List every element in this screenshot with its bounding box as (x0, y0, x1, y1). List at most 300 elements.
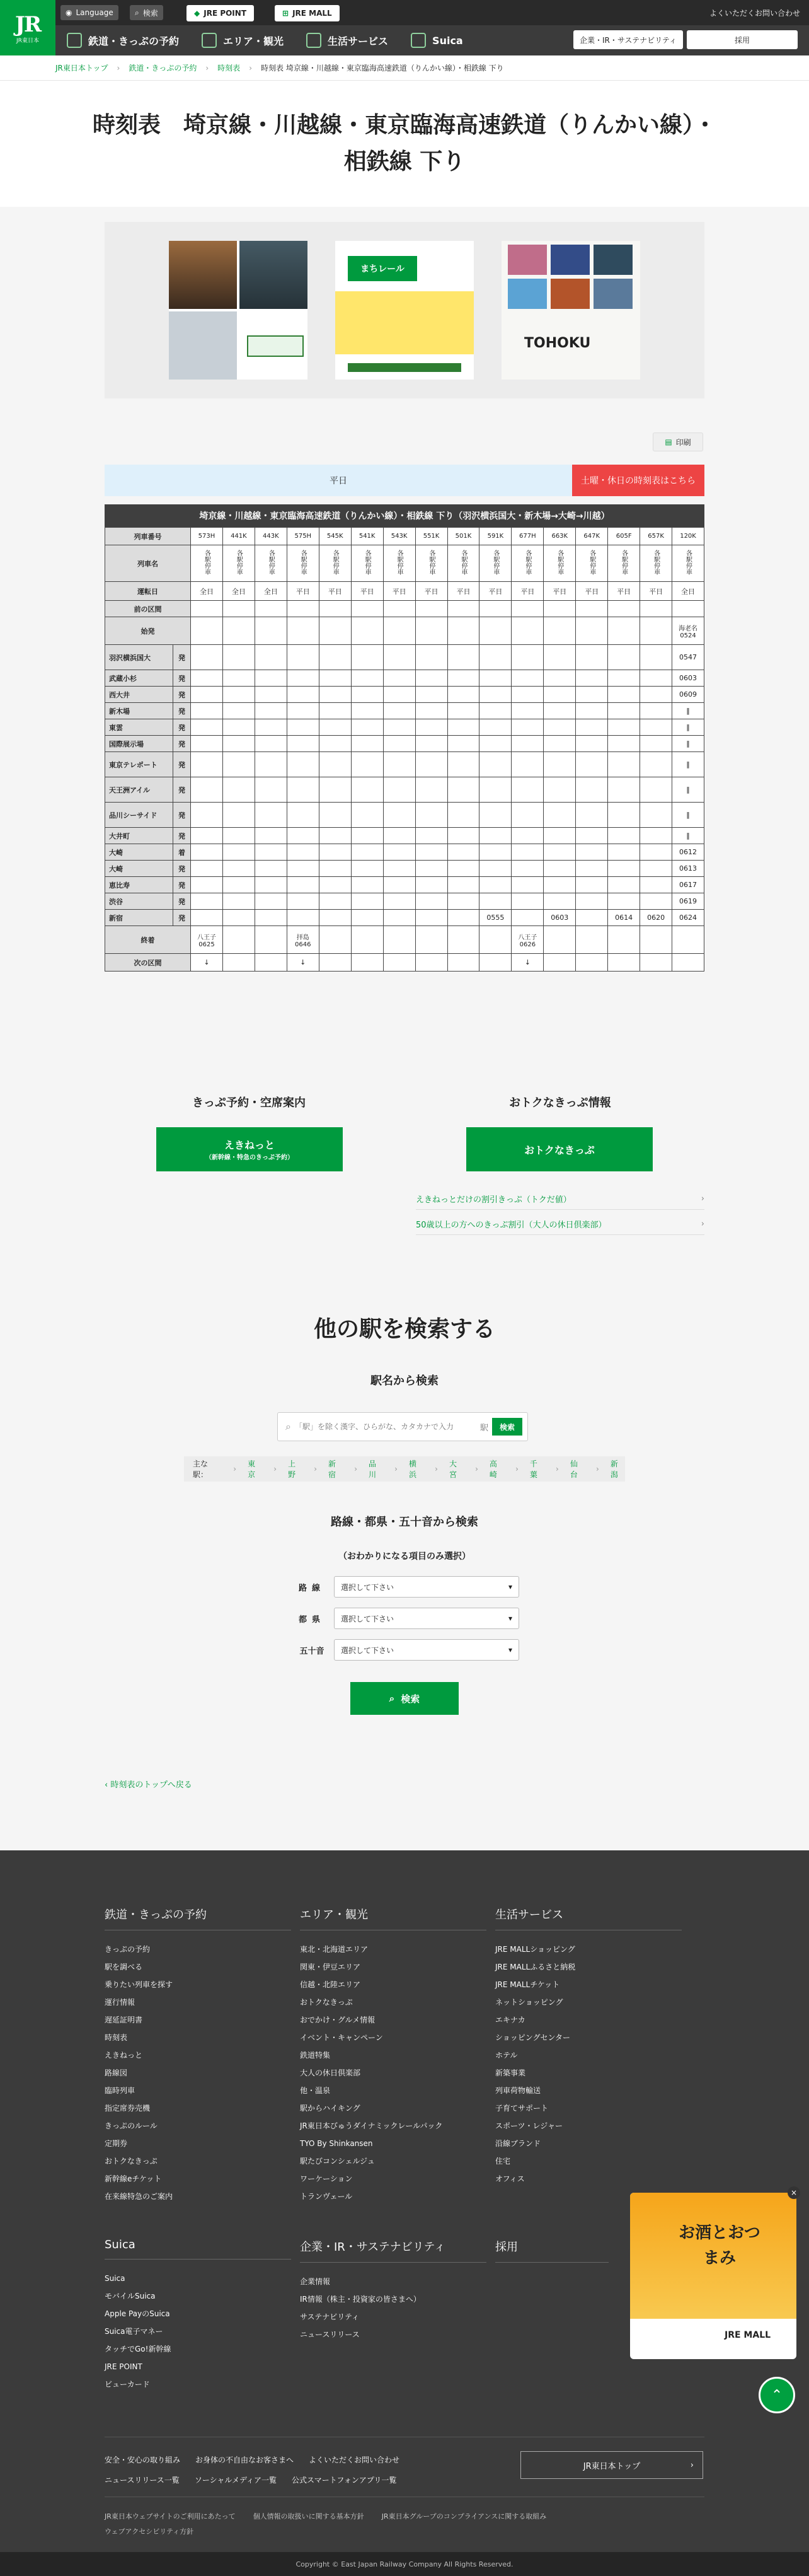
train-number: 591K (479, 528, 512, 545)
time-cell (447, 828, 479, 844)
time-cell (447, 670, 479, 687)
footer-link[interactable]: トランヴェール (300, 2192, 353, 2201)
next-section (544, 954, 576, 972)
station-row (105, 670, 704, 687)
time-cell (287, 703, 319, 719)
ekinet-button[interactable] (156, 1127, 343, 1171)
time-cell (479, 844, 512, 861)
footer-link[interactable]: ウェブアクセシビリティ方針 (105, 2527, 194, 2536)
main-station-link[interactable]: 仙台 (570, 1459, 578, 1479)
time-cell (191, 687, 223, 703)
time-cell (479, 670, 512, 687)
link-otona-label: 50歳以上の方へのきっぷ割引（大人の休日倶楽部） (416, 1221, 607, 1230)
time-cell (191, 877, 223, 893)
arr-dep: 発 (173, 645, 191, 670)
train-name (255, 545, 287, 582)
footer-col-suica (105, 2238, 291, 2393)
footer-link[interactable]: ソーシャルメディア一覧 (194, 2476, 277, 2485)
footer-link[interactable]: TYO By Shinkansen (300, 2139, 373, 2148)
time-cell: ‖ (672, 777, 704, 803)
back-label: 時刻表のトップへ戻る (110, 1780, 192, 1790)
operation-days: 平日 (383, 582, 415, 601)
operation-days: 全日 (255, 582, 287, 601)
footer-link[interactable]: モバイルSuica (105, 2292, 156, 2300)
train-name-text: 各駅停車 (235, 550, 243, 575)
prev-section (608, 601, 640, 617)
jre-mall-button[interactable] (275, 5, 340, 21)
main-station-link[interactable]: 千葉 (529, 1459, 537, 1479)
footer-col-recruit (495, 2238, 609, 2273)
link-otona[interactable] (416, 1214, 704, 1235)
line-select[interactable] (334, 1576, 519, 1598)
footer-link[interactable]: 駅を調べる (105, 1963, 143, 1971)
time-cell (255, 687, 287, 703)
origin-cell (319, 617, 351, 645)
footer-link[interactable]: おでかけ・グルメ情報 (300, 2016, 376, 2024)
time-cell (512, 670, 544, 687)
breadcrumb-current: 時刻表 埼京線・川越線・東京臨海高速鉄道（りんかい線）・相鉄線 下り (261, 64, 504, 73)
train-name (672, 545, 704, 582)
footer-link[interactable]: 駅たびコンシェルジュ (300, 2157, 375, 2166)
footer-link[interactable]: 安全・安心の取り組み (105, 2456, 181, 2464)
footer-link[interactable]: JRE MALLふるさと納税 (495, 1963, 576, 1971)
time-cell (319, 877, 351, 893)
footer-link[interactable]: きっぷの予約 (105, 1945, 151, 1954)
pref-select[interactable] (334, 1608, 519, 1629)
footer-link[interactable]: 新幹線eチケット (105, 2174, 162, 2183)
banner-tohoku[interactable] (502, 241, 640, 380)
footer-link[interactable]: JR東日本ウェブサイトのご利用にあたって (105, 2512, 236, 2521)
time-cell (351, 893, 383, 910)
time-cell (640, 719, 672, 736)
ad-close-icon[interactable]: × (788, 2186, 800, 2199)
main-station-link[interactable]: 大宮 (449, 1459, 457, 1479)
time-cell (319, 703, 351, 719)
line-select-label: 路線 (298, 1583, 325, 1593)
time-cell (512, 893, 544, 910)
time-cell (608, 777, 640, 803)
station-search-button[interactable]: 検索 (492, 1418, 522, 1436)
jre-top-button[interactable] (520, 2451, 703, 2479)
footer-link[interactable]: ビューカード (105, 2380, 150, 2389)
train-number: 543K (383, 528, 415, 545)
back-to-top-button[interactable] (759, 2377, 795, 2413)
dest-cell (255, 926, 287, 954)
copyright: Copyright © East Japan Railway Company All Rights Reserved. (0, 2552, 809, 2576)
banner-photo (594, 245, 633, 275)
time-cell (544, 736, 576, 752)
footer-col-heading: エリア・観光 (300, 1906, 486, 1930)
time-cell (512, 861, 544, 877)
banner-photo (169, 311, 237, 380)
time-cell (608, 803, 640, 828)
footer-link[interactable]: Apple PayのSuica (105, 2309, 170, 2318)
footer-link[interactable]: 住宅 (495, 2157, 511, 2166)
day-tabs (105, 465, 704, 496)
print-button[interactable] (653, 432, 703, 451)
prev-section (415, 601, 447, 617)
footer-link[interactable]: Suica (105, 2274, 125, 2283)
time-cell (255, 645, 287, 670)
time-cell (319, 645, 351, 670)
footer-link[interactable]: 信越・北陸エリア (300, 1980, 361, 1989)
footer-link[interactable]: JR東日本グループのコンプライアンスに関する取組み (381, 2512, 547, 2521)
footer-link[interactable]: エキナカ (495, 2016, 525, 2024)
main-station-link[interactable]: 新宿 (328, 1459, 336, 1479)
tab-weekday[interactable]: 平日 (105, 465, 572, 496)
time-cell (351, 719, 383, 736)
time-cell (640, 844, 672, 861)
prev-section (672, 601, 704, 617)
search-button[interactable] (130, 5, 163, 20)
train-name (544, 545, 576, 582)
footer-link[interactable]: 子育てサポート (495, 2104, 549, 2113)
back-to-timetable-link[interactable] (105, 1778, 192, 1790)
site-header (0, 0, 809, 55)
time-cell (479, 645, 512, 670)
time-cell (512, 803, 544, 828)
time-cell (383, 844, 415, 861)
footer-link[interactable]: 在来線特急のご案内 (105, 2192, 173, 2201)
banner-photo (508, 245, 547, 275)
footer-link[interactable]: ショッピングセンター (495, 2033, 571, 2042)
train-icon (67, 33, 82, 48)
line-select-row (290, 1576, 519, 1598)
time-cell (479, 752, 512, 777)
time-cell (544, 645, 576, 670)
footer-link[interactable]: 沿線ブランド (495, 2139, 541, 2148)
time-cell (319, 844, 351, 861)
time-cell (255, 719, 287, 736)
time-cell (640, 687, 672, 703)
row-label: 始発 (105, 617, 191, 645)
time-cell (512, 752, 544, 777)
arr-dep: 発 (173, 861, 191, 877)
dest-cell (608, 926, 640, 954)
footer-link[interactable]: よくいただくお問い合わせ (309, 2456, 400, 2464)
footer-link[interactable]: JRE MALLショッピング (495, 1945, 575, 1954)
time-cell (512, 719, 544, 736)
time-cell (544, 687, 576, 703)
tab-holiday[interactable]: 土曜・休日の時刻表はこちら (572, 465, 704, 496)
footer-link[interactable]: 定期券 (105, 2139, 128, 2148)
footer-link[interactable]: 他・温泉 (300, 2086, 331, 2095)
time-cell (319, 893, 351, 910)
pref-select-label: 都県 (298, 1615, 325, 1625)
time-cell (447, 719, 479, 736)
main-station-link[interactable]: 東京 (248, 1459, 256, 1479)
station-search-input[interactable] (291, 1422, 480, 1431)
train-number: 545K (319, 528, 351, 545)
kana-select[interactable] (334, 1639, 519, 1661)
chevron-right-icon: › (394, 1465, 398, 1473)
station-name: 恵比寿 (105, 877, 173, 893)
origin-cell (255, 617, 287, 645)
footer-link[interactable]: 個人情報の取扱いに関する基本方針 (253, 2512, 364, 2521)
banner-photo (594, 279, 633, 309)
time-cell (479, 803, 512, 828)
footer-link[interactable]: ワーケーション (300, 2174, 353, 2183)
time-cell (383, 645, 415, 670)
footer-link[interactable]: 遅延証明書 (105, 2016, 143, 2024)
station-name: 国際展示場 (105, 736, 173, 752)
time-cell (351, 828, 383, 844)
footer-link[interactable]: JR東日本びゅうダイナミックレールパック (300, 2121, 443, 2130)
footer-link[interactable]: 時刻表 (105, 2033, 128, 2042)
time-cell (608, 687, 640, 703)
station-name: 新木場 (105, 703, 173, 719)
time-cell (287, 877, 319, 893)
origin-cell (191, 617, 223, 645)
title-box (0, 81, 809, 207)
station-name: 品川シーサイド (105, 803, 173, 828)
main-station-link[interactable]: 上野 (288, 1459, 296, 1479)
dest-cell: 拝島 0646 (287, 926, 319, 954)
footer-link[interactable]: イベント・キャンペーン (300, 2033, 383, 2042)
dest-cell (479, 926, 512, 954)
breadcrumb-timetable[interactable]: 時刻表 (217, 64, 241, 73)
station-row (105, 752, 704, 777)
footer-link[interactable]: おトクなきっぷ (300, 1998, 353, 2007)
footer-col-heading: Suica (105, 2238, 291, 2260)
arrow-up-icon: ⌃ (771, 2387, 783, 2403)
kana-select-value: 選択して下さい (341, 1645, 394, 1655)
time-cell (255, 670, 287, 687)
search-by-line-heading: 路線・都県・五十音から検索 (331, 1516, 478, 1529)
next-section (672, 954, 704, 972)
time-cell (222, 861, 255, 877)
banner-machirail[interactable] (335, 241, 474, 380)
time-cell (287, 910, 319, 926)
time-cell (415, 828, 447, 844)
banner-photo (508, 279, 547, 309)
time-cell (544, 844, 576, 861)
station-search (277, 1412, 528, 1441)
jr-logo[interactable] (0, 0, 55, 55)
pref-select-value: 選択して下さい (341, 1614, 394, 1623)
recruit-link[interactable]: 採用 (687, 30, 798, 49)
arr-dep: 発 (173, 910, 191, 926)
next-section: ↓ (191, 954, 223, 972)
footer-link[interactable]: スポーツ・レジャー (495, 2121, 563, 2130)
deals-button[interactable] (466, 1127, 653, 1171)
time-cell (640, 703, 672, 719)
train-number: 647K (576, 528, 608, 545)
time-cell (544, 861, 576, 877)
time-cell (608, 703, 640, 719)
time-cell (512, 828, 544, 844)
time-cell (191, 828, 223, 844)
time-cell (415, 910, 447, 926)
time-cell: ‖ (672, 736, 704, 752)
time-cell (255, 844, 287, 861)
help-link[interactable]: よくいただくお問い合わせ (709, 9, 800, 18)
main-station-link[interactable]: 品川 (369, 1459, 377, 1479)
time-cell (222, 703, 255, 719)
footer-link[interactable]: サステナビリティ (300, 2312, 360, 2321)
footer-link[interactable]: きっぷのルール (105, 2121, 158, 2130)
footer-link[interactable]: おトクなきっぷ (105, 2157, 158, 2166)
footer-link[interactable]: 臨時列車 (105, 2086, 135, 2095)
time-cell (447, 687, 479, 703)
time-cell (191, 752, 223, 777)
footer-link[interactable]: ニュースリリース一覧 (105, 2476, 180, 2485)
nav-life[interactable] (295, 25, 399, 55)
floating-ad[interactable] (630, 2193, 796, 2359)
time-cell (544, 803, 576, 828)
footer-link[interactable]: JRE POINT (105, 2362, 142, 2371)
time-cell (383, 861, 415, 877)
jre-point-button[interactable] (186, 5, 254, 21)
time-cell (415, 687, 447, 703)
next-row (105, 954, 704, 972)
prev-section (512, 601, 544, 617)
footer-link[interactable]: 駅からハイキング (300, 2104, 360, 2113)
time-cell (287, 719, 319, 736)
link-tokudane-label: えきねっとだけの割引きっぷ（トクだ値） (416, 1195, 571, 1205)
arr-dep: 発 (173, 719, 191, 736)
time-cell (319, 719, 351, 736)
jre-point-icon: ◆ (194, 9, 200, 18)
time-cell (415, 844, 447, 861)
search-hint: （おわかりになる項目のみ選択） (338, 1552, 471, 1562)
banner-photo (551, 245, 590, 275)
dest-cell (351, 926, 383, 954)
breadcrumb-rail[interactable]: 鉄道・きっぷの予約 (129, 64, 197, 73)
origin-cell (287, 617, 319, 645)
time-cell (640, 893, 672, 910)
chevron-right-icon: › (249, 63, 252, 73)
link-tokudane[interactable] (416, 1188, 704, 1210)
train-name (608, 545, 640, 582)
station-row (105, 844, 704, 861)
footer-link[interactable]: IR情報（株主・投資家の皆さまへ） (300, 2295, 421, 2304)
footer-link[interactable]: 関東・伊豆エリア (300, 1963, 361, 1971)
footer-link[interactable]: 指定席券売機 (105, 2104, 151, 2113)
time-cell (191, 719, 223, 736)
time-cell (255, 828, 287, 844)
nav-area[interactable] (190, 25, 295, 55)
chevron-right-icon: › (354, 1465, 358, 1473)
train-number: 443K (255, 528, 287, 545)
line-search-button[interactable] (350, 1682, 459, 1715)
train-name-text: 各駅停車 (396, 550, 403, 575)
footer-link[interactable]: 鉄道特集 (300, 2051, 331, 2060)
ad-title: お酒とおつまみ (679, 2224, 760, 2268)
header-topline (55, 0, 809, 25)
footer-col-area (300, 1906, 486, 2205)
origin-cell (544, 617, 576, 645)
dest-cell (544, 926, 576, 954)
time-cell (608, 719, 640, 736)
time-cell (255, 803, 287, 828)
footer-link[interactable]: 東北・北海道エリア (300, 1945, 369, 1954)
station-name: 大井町 (105, 828, 173, 844)
time-cell (576, 861, 608, 877)
footer-link[interactable]: Suica電子マネー (105, 2327, 163, 2336)
time-cell (608, 645, 640, 670)
main-station-link[interactable]: 新潟 (610, 1459, 618, 1479)
footer-link[interactable]: 乗りたい列車を探す (105, 1980, 173, 1989)
origin-cell (447, 617, 479, 645)
time-cell (383, 670, 415, 687)
operation-days: 平日 (415, 582, 447, 601)
breadcrumb-top[interactable]: JR東日本トップ (55, 64, 108, 73)
time-cell (222, 777, 255, 803)
chevron-down-icon: ▾ (508, 1614, 512, 1623)
train-name (319, 545, 351, 582)
footer-link[interactable]: JRE MALLチケット (495, 1980, 560, 1989)
nav-suica[interactable] (399, 25, 474, 55)
line-select-value: 選択して下さい (341, 1582, 394, 1592)
chevron-down-icon: ▾ (508, 1645, 512, 1654)
dest-cell: 八王子 0625 (191, 926, 223, 954)
footer-link[interactable]: 運行情報 (105, 1998, 135, 2007)
footer-link[interactable]: オフィス (495, 2174, 525, 2183)
corp-link[interactable]: 企業・IR・サステナビリティ (573, 30, 683, 49)
time-cell (383, 752, 415, 777)
dest-cell (640, 926, 672, 954)
time-cell (415, 777, 447, 803)
station-row (105, 861, 704, 877)
prev-section (544, 601, 576, 617)
footer-link[interactable]: 新築事業 (495, 2068, 526, 2077)
nav-rail[interactable] (55, 25, 190, 55)
footer-link[interactable]: 公式スマートフォンアプリ一覧 (292, 2476, 397, 2485)
chevron-left-icon: ‹ (105, 1780, 111, 1790)
time-cell (576, 752, 608, 777)
time-cell (640, 645, 672, 670)
station-row (105, 777, 704, 803)
train-number: 541K (351, 528, 383, 545)
print-label: 印刷 (675, 438, 691, 447)
time-cell: ‖ (672, 719, 704, 736)
time-cell (222, 736, 255, 752)
footer-link[interactable]: 路線図 (105, 2068, 128, 2077)
time-cell (544, 752, 576, 777)
footer-link[interactable]: 大人の休日倶楽部 (300, 2068, 361, 2077)
main-station-link[interactable]: 高崎 (489, 1459, 497, 1479)
time-cell (576, 877, 608, 893)
train-name-text: 各駅停車 (203, 550, 210, 575)
time-cell (415, 803, 447, 828)
time-cell (222, 670, 255, 687)
banner-travel[interactable] (169, 241, 307, 380)
footer-link[interactable]: 企業情報 (300, 2277, 331, 2286)
footer-link[interactable]: ホテル (495, 2051, 518, 2060)
train-name (479, 545, 512, 582)
footer-link[interactable]: 列車荷物輸送 (495, 2086, 541, 2095)
footer-link[interactable]: えきねっと (105, 2051, 143, 2060)
arr-dep: 発 (173, 893, 191, 910)
footer-link[interactable]: ネットショッピング (495, 1998, 563, 2007)
time-cell (576, 893, 608, 910)
next-section (255, 954, 287, 972)
row-label: 列車番号 (105, 528, 191, 545)
language-button[interactable] (60, 5, 118, 20)
arr-dep: 発 (173, 736, 191, 752)
footer-link[interactable]: お身体の不自由なお客さまへ (195, 2456, 294, 2464)
chevron-right-icon: › (701, 1194, 704, 1204)
time-cell: 0624 (672, 910, 704, 926)
footer-link[interactable]: タッチでGo!新幹線 (105, 2345, 171, 2353)
row-label: 前の区間 (105, 601, 191, 617)
footer-link[interactable]: ニュースリリース (300, 2330, 360, 2339)
time-cell (351, 670, 383, 687)
main-station-link[interactable]: 横浜 (408, 1459, 416, 1479)
footer-links-row2 (105, 2474, 396, 2485)
time-cell (447, 645, 479, 670)
